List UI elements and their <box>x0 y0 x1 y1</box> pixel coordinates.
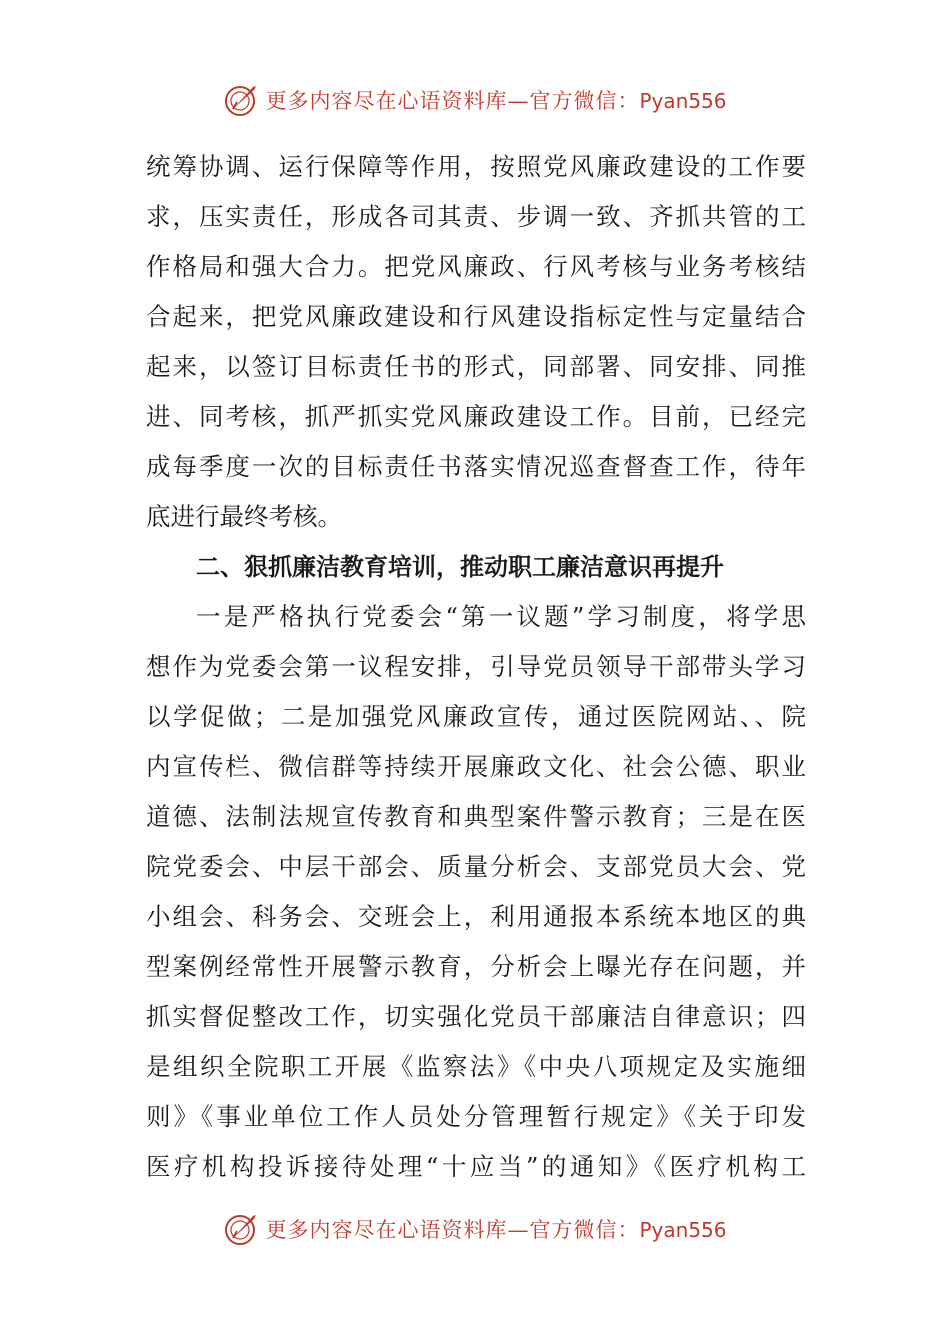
paragraph-line: 型案例经常性开展警示教育，分析会上曝光存在问题，并 <box>146 952 806 981</box>
quill-pen-logo-icon <box>223 1211 259 1247</box>
paragraph-line: 起来，以签订目标责任书的形式，同部署、同安排、同推 <box>146 352 806 381</box>
page-footer-banner <box>0 1211 950 1247</box>
paragraph-line: 成每季度一次的目标责任书落实情况巡查督查工作，待年 <box>146 452 806 481</box>
paragraph-line: 小组会、科务会、交班会上，利用通报本系统本地区的典 <box>146 902 806 931</box>
banner-label: 更多内容尽在心语资料库—官方微信： <box>265 89 640 113</box>
paragraph-line: 则》《事业单位工作人员处分管理暂行规定》《关于印发 <box>146 1102 806 1131</box>
paragraph-line: 作格局和强大合力。把党风廉政、行风考核与业务考核结 <box>146 252 806 281</box>
banner-wechat-id: Pyan556 <box>639 1218 727 1242</box>
paragraph-line: 道德、法制法规宣传教育和典型案件警示教育；三是在医 <box>146 802 806 831</box>
paragraph-line: 进、同考核，抓严抓实党风廉政建设工作。目前，已经完 <box>146 402 806 431</box>
paragraph-line: 是组织全院职工开展《监察法》《中央八项规定及实施细 <box>146 1052 806 1081</box>
paragraph-line: 以学促做；二是加强党风廉政宣传，通过医院网站、、院 <box>146 702 806 731</box>
paragraph-line: 医疗机构投诉接待处理“十应当”的通知》《医疗机构工 <box>146 1152 806 1181</box>
banner-text <box>265 1214 726 1244</box>
quill-pen-logo-icon <box>223 82 259 118</box>
paragraph-line: 想作为党委会第一议程安排，引导党员领导干部带头学习 <box>146 652 806 681</box>
page-header-banner <box>0 82 950 118</box>
paragraph-line: 合起来，把党风廉政建设和行风建设指标定性与定量结合 <box>146 302 806 331</box>
document-body <box>146 142 806 1192</box>
paragraph-line: 一是严格执行党委会“第一议题”学习制度，将学思 <box>196 602 806 631</box>
paragraph-line: 底进行最终考核。 <box>146 502 342 531</box>
paragraph-line: 统筹协调、运行保障等作用，按照党风廉政建设的工作要 <box>146 152 806 181</box>
paragraph-line: 内宣传栏、微信群等持续开展廉政文化、社会公德、职业 <box>146 752 806 781</box>
banner-text <box>265 85 726 115</box>
paragraph-line: 院党委会、中层干部会、质量分析会、支部党员大会、党 <box>146 852 806 881</box>
section-heading: 二、狠抓廉洁教育培训，推动职工廉洁意识再提升 <box>196 553 724 581</box>
paragraph-line: 求，压实责任，形成各司其责、步调一致、齐抓共管的工 <box>146 202 806 231</box>
paragraph-line: 抓实督促整改工作，切实强化党员干部廉洁自律意识；四 <box>146 1002 806 1031</box>
banner-wechat-id: Pyan556 <box>639 89 727 113</box>
banner-label: 更多内容尽在心语资料库—官方微信： <box>265 1218 640 1242</box>
